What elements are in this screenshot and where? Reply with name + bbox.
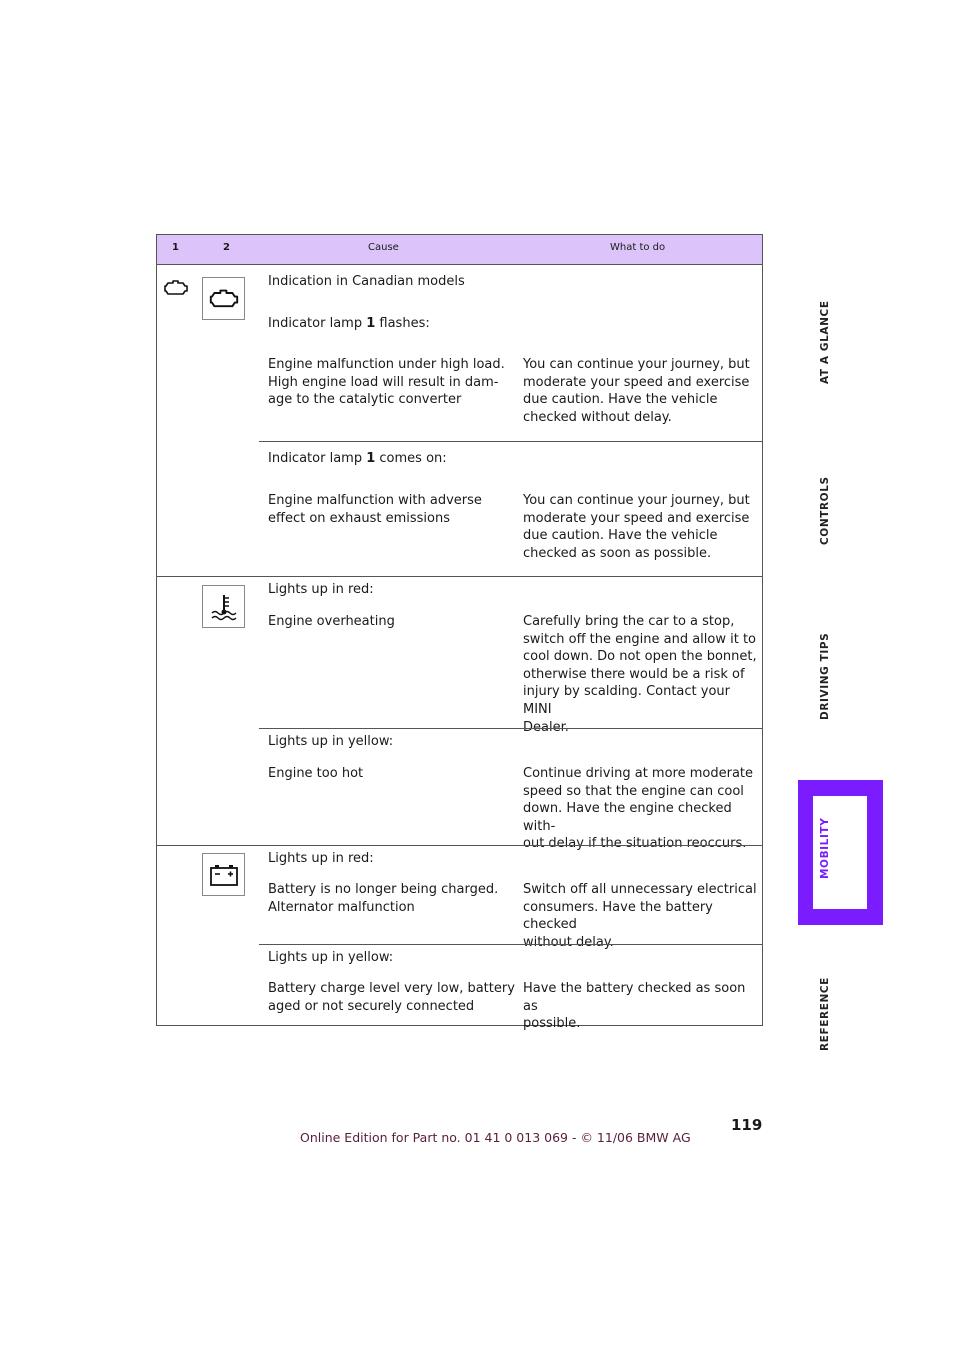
engine-check-icon (163, 278, 189, 302)
header-cause: Cause (368, 242, 399, 253)
row-divider (259, 728, 762, 729)
footer-edition-note: Online Edition for Part no. 01 41 0 013 069 - © 11/06 BMW AG (300, 1130, 691, 1145)
what-to-do-text: You can continue your journey, but moderate your speed and exercise due caution. Have the vehicle checked without delay. (523, 357, 750, 425)
row-divider (259, 441, 762, 442)
cause-text: Battery is no longer being charged. Alternator malfunction (268, 882, 499, 915)
lamp-comes-on-heading: Indicator lamp 1 comes on: (268, 451, 447, 466)
coolant-temperature-icon (202, 585, 245, 628)
warning-lamp-table (156, 234, 763, 1032)
lights-red-heading: Lights up in red: (268, 851, 374, 866)
tab-controls[interactable]: CONTROLS (819, 476, 831, 545)
row-divider (259, 944, 762, 945)
cause-text: Engine malfunction under high load. High engine load will result in dam- age to the catalytic converter (268, 357, 505, 408)
what-to-do-text: Have the battery checked as soon as possible. (523, 981, 746, 1032)
header-what-to-do: What to do (610, 242, 666, 253)
lights-yellow-heading: Lights up in yellow: (268, 950, 394, 965)
section-divider (157, 576, 762, 577)
battery-charge-icon (202, 853, 245, 896)
section-divider (157, 845, 762, 846)
tab-reference[interactable]: REFERENCE (819, 977, 831, 1051)
tab-at-a-glance[interactable]: AT A GLANCE (819, 300, 831, 384)
what-to-do-text: You can continue your journey, but moderate your speed and exercise due caution. Have the vehicle checked as soon as possible. (523, 493, 750, 561)
cause-text: Engine too hot (268, 766, 364, 781)
tab-driving-tips[interactable]: DRIVING TIPS (819, 632, 831, 720)
what-to-do-text: Continue driving at more moderate speed so that the engine can cool down. Have the engine checked with- out delay if the situation reoccurs. (523, 766, 754, 852)
table-header (157, 235, 762, 265)
what-to-do-text: Carefully bring the car to a stop, switch off the engine and allow it to cool down. Do not open the bonnet, otherwise there would be a risk of injury by scalding. Contact your MINI Dealer. (523, 614, 757, 735)
canadian-models-note: Indication in Canadian models (268, 274, 465, 289)
tab-mobility[interactable]: MOBILITY (819, 817, 831, 879)
lights-yellow-heading: Lights up in yellow: (268, 734, 394, 749)
page-number: 119 (731, 1116, 763, 1134)
header-col-2: 2 (223, 242, 230, 253)
cause-text: Battery charge level very low, battery aged or not securely connected (268, 981, 515, 1014)
cause-text: Engine malfunction with adverse effect on exhaust emissions (268, 493, 482, 526)
lamp-flashes-heading: Indicator lamp 1 flashes: (268, 316, 430, 331)
cause-text: Engine overheating (268, 614, 395, 629)
header-col-1: 1 (172, 242, 179, 253)
lights-red-heading: Lights up in red: (268, 582, 374, 597)
what-to-do-text: Switch off all unnecessary electrical consumers. Have the battery checked without delay. (523, 882, 757, 950)
engine-check-icon (202, 277, 245, 320)
